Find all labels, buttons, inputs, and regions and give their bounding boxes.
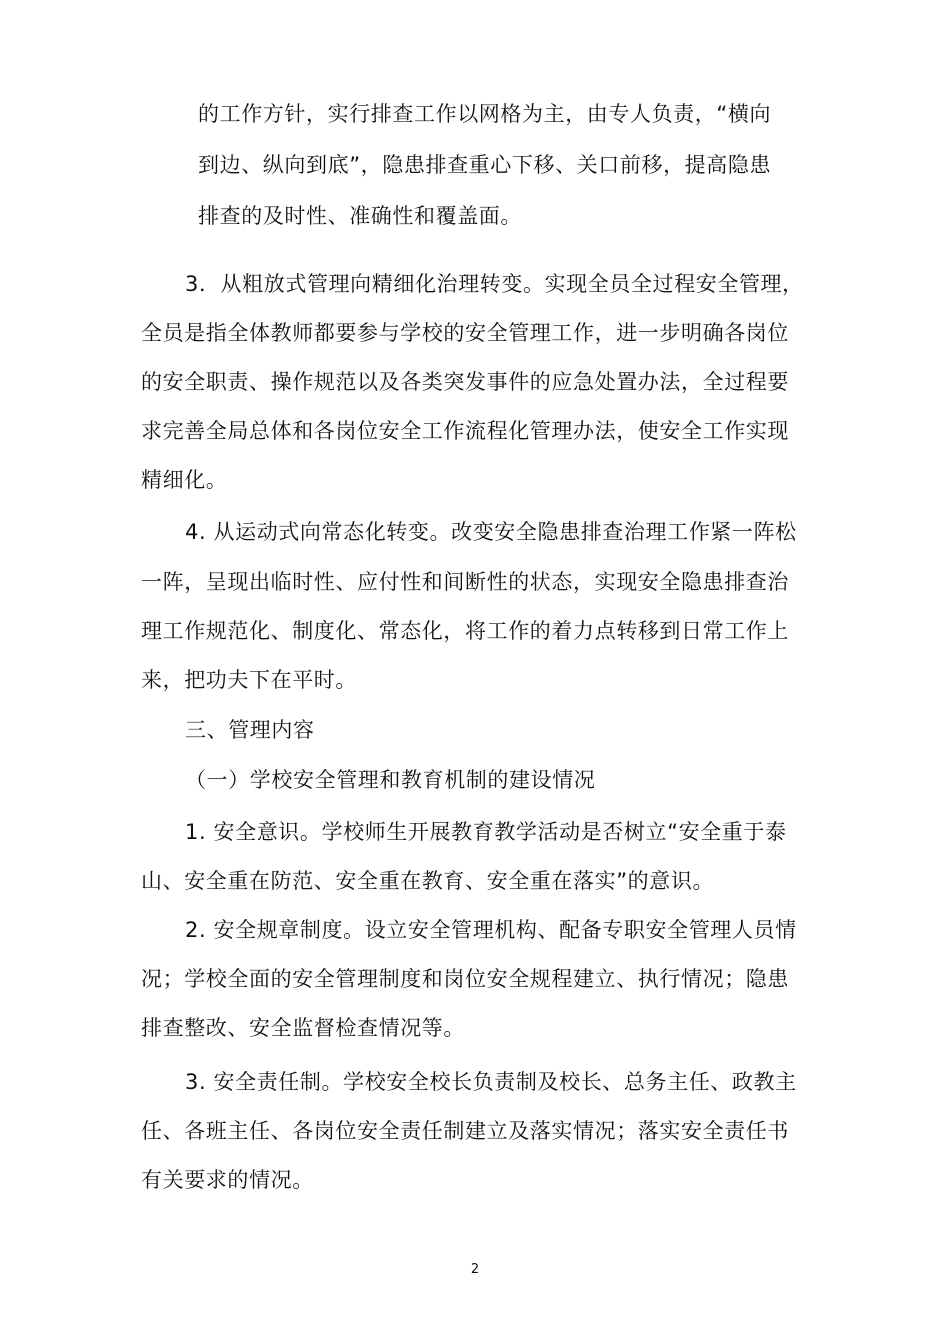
text-line: 到边、纵向到底”，隐患排查重心下移、关口前移，提高隐患 — [198, 153, 772, 177]
text-line: 的工作方针，实行排查工作以网格为主，由专人负责，“横向 — [198, 102, 772, 126]
subsection-heading: （一）学校安全管理和教育机制的建设情况 — [185, 768, 596, 792]
text-line: 排查整改、安全监督检查情况等。 — [141, 1016, 465, 1040]
text-line: 任、各班主任、各岗位安全责任制建立及落实情况；落实安全责任书 — [141, 1119, 789, 1143]
text-line: 理工作规范化、制度化、常态化，将工作的着力点转移到日常工作上 — [141, 619, 789, 643]
text-line: 一阵，呈现出临时性、应付性和间断性的状态，实现安全隐患排查治 — [141, 570, 789, 594]
text-line: 1. 安全意识。学校师生开展教育教学活动是否树立“安全重于泰 — [185, 820, 787, 844]
text-line: 况；学校全面的安全管理制度和岗位安全规程建立、执行情况；隐患 — [141, 967, 789, 991]
text-line: 来，把功夫下在平时。 — [141, 668, 357, 692]
text-line: 的安全职责、操作规范以及各类突发事件的应急处置办法，全过程要 — [141, 370, 789, 394]
text-line: 排查的及时性、准确性和覆盖面。 — [198, 204, 522, 228]
text-line: 求完善全局总体和各岗位安全工作流程化管理办法，使安全工作实现 — [141, 419, 789, 443]
text-line: 精细化。 — [141, 468, 228, 492]
page-number: 2 — [470, 1262, 480, 1277]
text-line: 山、安全重在防范、安全重在教育、安全重在落实”的意识。 — [141, 869, 715, 893]
text-line: 2. 安全规章制度。设立安全管理机构、配备专职安全管理人员情 — [185, 918, 797, 942]
text-line: 3. 安全责任制。学校安全校长负责制及校长、总务主任、政教主 — [185, 1070, 797, 1094]
text-line: 3．从粗放式管理向精细化治理转变。实现全员全过程安全管理， — [185, 272, 804, 296]
section-heading: 三、管理内容 — [185, 718, 315, 742]
text-line: 有关要求的情况。 — [141, 1168, 314, 1192]
text-line: 4. 从运动式向常态化转变。改变安全隐患排查治理工作紧一阵松 — [185, 520, 797, 544]
text-line: 全员是指全体教师都要参与学校的安全管理工作，进一步明确各岗位 — [141, 321, 789, 345]
